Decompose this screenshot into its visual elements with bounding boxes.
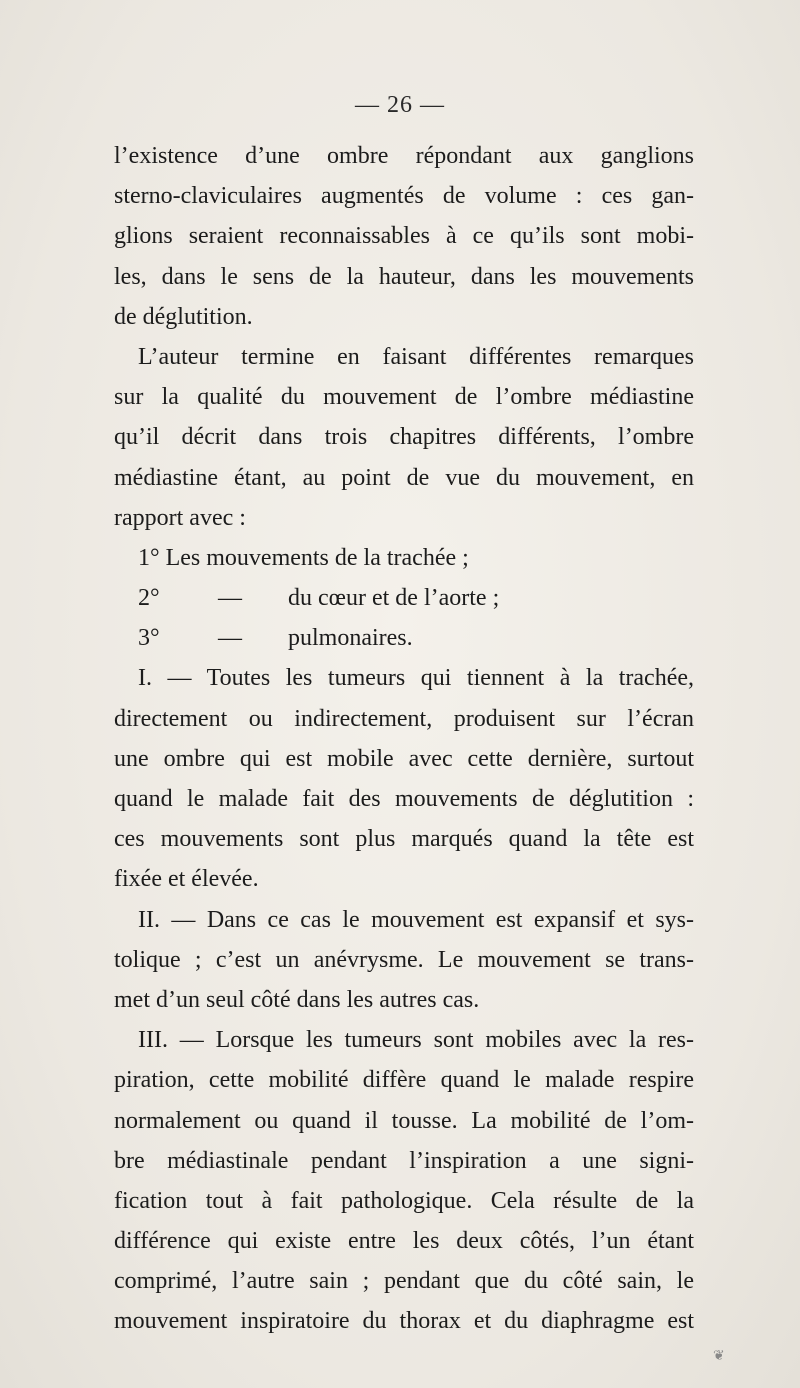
text-line: ces mouvements sont plus marqués quand la tête est bbox=[114, 826, 694, 853]
list-dash: — bbox=[218, 625, 242, 652]
text-line: comprimé, l’autre sain ; pendant que du côté sain, le bbox=[114, 1268, 694, 1295]
text-line: glions seraient reconnaissables à ce qu’ils sont mobi- bbox=[114, 223, 694, 250]
list-item: 1° Les mouvements de la trachée ; bbox=[138, 544, 469, 571]
text-line: de déglutition. bbox=[114, 303, 253, 330]
text-line: L’auteur termine en faisant différentes remarques bbox=[138, 343, 694, 370]
text-line: qu’il décrit dans trois chapitres différents, l’ombre bbox=[114, 424, 694, 451]
text-line: II. — Dans ce cas le mouvement est expansif et sys- bbox=[138, 906, 694, 933]
list-text: pulmonaires. bbox=[288, 625, 413, 652]
text-line: fication tout à fait pathologique. Cela résulte de la bbox=[114, 1187, 694, 1214]
text-line: sur la qualité du mouvement de l’ombre médiastine bbox=[114, 384, 694, 411]
text-line: rapport avec : bbox=[114, 504, 246, 531]
text-line: tolique ; c’est un anévrysme. Le mouvement se trans- bbox=[114, 946, 694, 973]
text-line: III. — Lorsque les tumeurs sont mobiles avec la res- bbox=[138, 1027, 694, 1054]
list-text: du cœur et de l’aorte ; bbox=[288, 585, 500, 612]
text-line: mouvement inspiratoire du thorax et du diaphragme est bbox=[114, 1308, 694, 1335]
text-line: l’existence d’une ombre répondant aux ganglions bbox=[114, 143, 694, 169]
text-line: les, dans le sens de la hauteur, dans les mouvements bbox=[114, 263, 694, 290]
body-text bbox=[114, 136, 694, 1342]
text-line: différence qui existe entre les deux côtés, l’un étant bbox=[114, 1228, 694, 1255]
list-dash: — bbox=[218, 585, 242, 612]
list-number: 2° bbox=[138, 585, 160, 612]
list-item bbox=[114, 618, 694, 658]
text-line: bre médiastinale pendant l’inspiration a une signi- bbox=[114, 1147, 694, 1174]
page-number: — 26 — bbox=[355, 92, 445, 118]
list-number: 3° bbox=[138, 625, 160, 652]
text-line: directement ou indirectement, produisent sur l’écran bbox=[114, 705, 694, 732]
text-line: quand le malade fait des mouvements de déglutition : bbox=[114, 786, 694, 812]
text-line: une ombre qui est mobile avec cette dernière, surtout bbox=[114, 745, 694, 772]
text-line: fixée et élevée. bbox=[114, 866, 259, 893]
ink-speck: ❦ bbox=[713, 1348, 725, 1364]
text-line: normalement ou quand il tousse. La mobilité de l’om- bbox=[114, 1107, 694, 1134]
text-line: sterno-claviculaires augmentés de volume : ces gan- bbox=[114, 183, 694, 210]
text-line: médiastine étant, au point de vue du mouvement, en bbox=[114, 464, 694, 491]
text-line: piration, cette mobilité diffère quand le malade respire bbox=[114, 1067, 694, 1094]
list-item bbox=[114, 578, 694, 618]
text-line: met d’un seul côté dans les autres cas. bbox=[114, 986, 480, 1013]
text-line: I. — Toutes les tumeurs qui tiennent à la trachée, bbox=[138, 665, 694, 692]
